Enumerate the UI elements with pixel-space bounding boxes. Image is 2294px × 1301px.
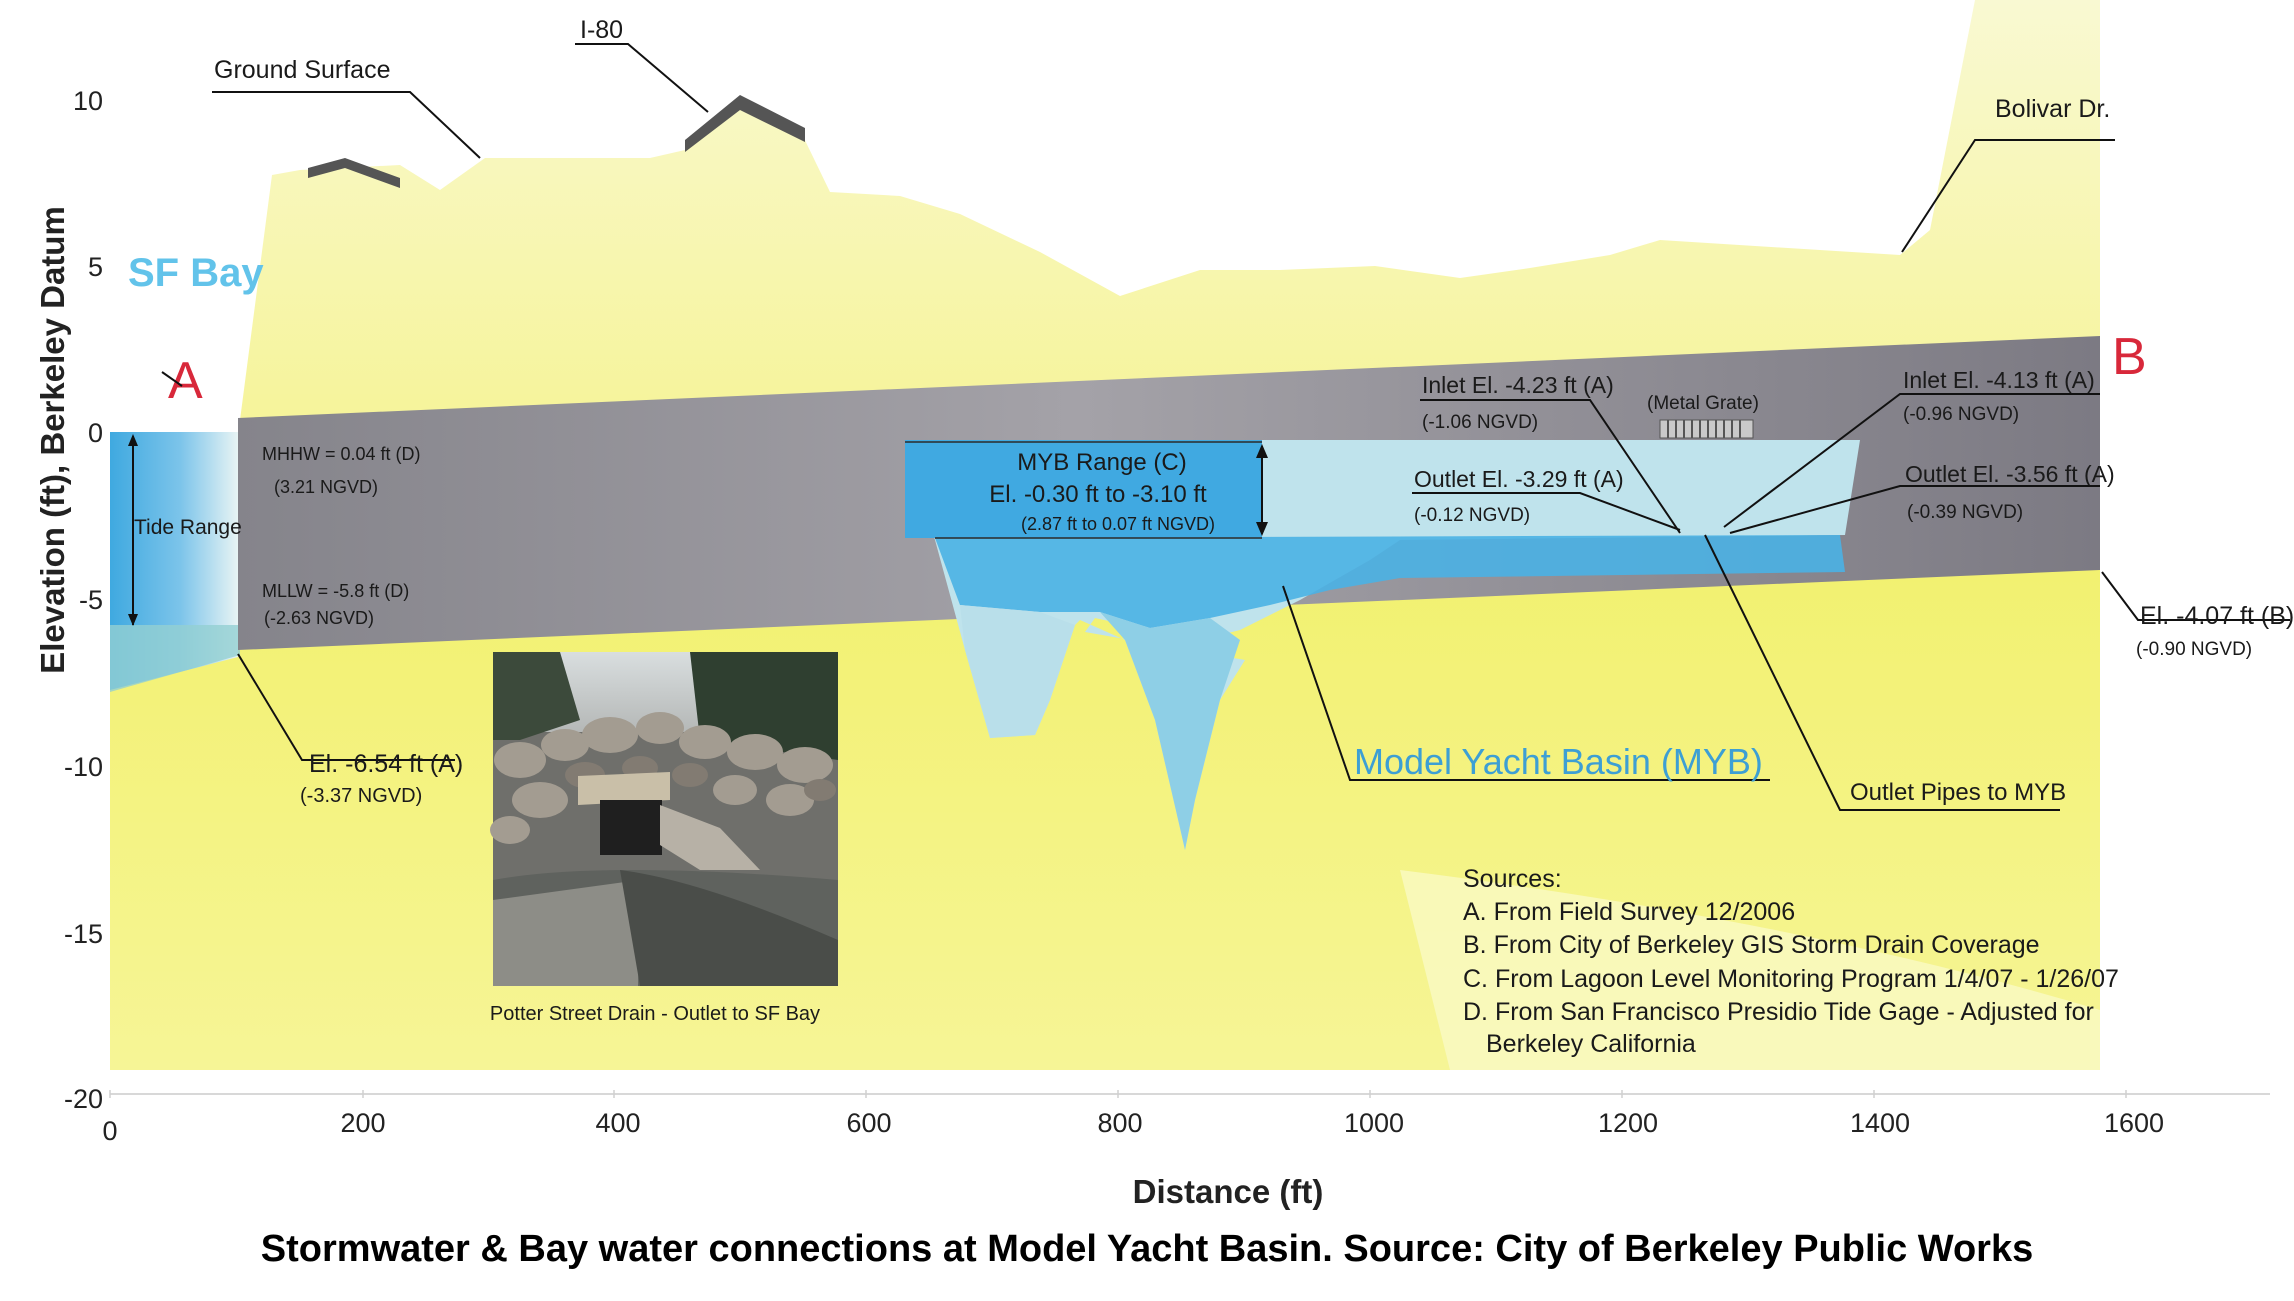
sources-heading: Sources: [1463,865,1562,893]
x-tick-600: 600 [846,1108,892,1138]
source-d-line2: Berkeley California [1486,1030,1696,1058]
el-a-label: El. -6.54 ft (A) [309,750,464,778]
potter-street-drain-photo [490,652,838,986]
source-d-line1: D. From San Francisco Presidio Tide Gage - Adjusted for [1463,998,2094,1026]
outlet-a-label: Outlet El. -3.29 ft (A) [1414,466,1624,492]
x-tick-200: 200 [340,1108,386,1138]
inlet-b-ngvd-label: (-0.96 NGVD) [1903,404,2020,425]
outlet-a-ngvd-label: (-0.12 NGVD) [1414,505,1531,526]
y-tick-minus15: -15 [63,919,103,949]
metal-grate-icon [1660,420,1753,438]
x-tick-800: 800 [1097,1108,1143,1138]
outlet-b-ngvd-label: (-0.39 NGVD) [1907,502,2024,523]
point-a-marker: A [168,352,203,410]
myb-range-title: MYB Range (C) [1017,449,1187,476]
myb-range-values: El. -0.30 ft to -3.10 ft [989,481,1207,508]
x-axis-title: Distance (ft) [1132,1173,1324,1210]
ground-surface-leader [212,92,480,158]
inlet-b-label: Inlet El. -4.13 ft (A) [1903,367,2095,393]
photo-caption: Potter Street Drain - Outlet to SF Bay [489,1003,821,1025]
el-b-label: El. -4.07 ft (B) [2140,602,2294,630]
inlet-a-ngvd-label: (-1.06 NGVD) [1422,412,1539,433]
el-b-ngvd-label: (-0.90 NGVD) [2136,639,2253,660]
y-tick-minus20: -20 [63,1084,103,1114]
bolivar-label: Bolivar Dr. [1995,95,2111,123]
inlet-a-label: Inlet El. -4.23 ft (A) [1422,372,1614,398]
x-tick-400: 400 [595,1108,641,1138]
source-b: B. From City of Berkeley GIS Storm Drain Coverage [1463,931,2040,959]
y-tick-10: 10 [72,86,103,116]
y-axis-title: Elevation (ft), Berkeley Datum [34,206,71,674]
i80-label: I-80 [580,16,624,44]
source-a: A. From Field Survey 12/2006 [1463,898,1796,926]
y-tick-0: 0 [87,418,103,448]
figure-caption: Stormwater & Bay water connections at Model Yacht Basin. Source: City of Berkeley Public Works [260,1228,2034,1270]
myb-range-ngvd: (2.87 ft to 0.07 ft NGVD) [1020,514,1216,534]
x-tick-1200: 1200 [1597,1108,1659,1138]
mhhw-ngvd-label: (3.21 NGVD) [274,477,379,497]
y-tick-5: 5 [87,252,103,282]
y-tick-minus10: -10 [63,752,103,782]
ground-surface-label: Ground Surface [214,56,391,84]
mllw-ngvd-label: (-2.63 NGVD) [264,608,375,628]
point-b-marker: B [2112,328,2147,386]
x-tick-1600: 1600 [2103,1108,2165,1138]
metal-grate-label: (Metal Grate) [1647,393,1759,414]
y-tick-minus5: -5 [78,585,103,615]
i80-leader [575,44,708,112]
x-tick-0: 0 [102,1116,118,1146]
x-tick-1400: 1400 [1849,1108,1911,1138]
mllw-label: MLLW = -5.8 ft (D) [262,581,410,601]
x-tick-1000: 1000 [1343,1108,1405,1138]
outlet-b-label: Outlet El. -3.56 ft (A) [1905,461,2115,487]
myb-label: Model Yacht Basin (MYB) [1354,741,1763,782]
mhhw-label: MHHW = 0.04 ft (D) [262,444,421,464]
tide-range-label: Tide Range [134,516,242,539]
source-c: C. From Lagoon Level Monitoring Program 1/4/07 - 1/26/07 [1463,965,2119,993]
outlet-pipes-label: Outlet Pipes to MYB [1850,779,2067,806]
el-a-ngvd-label: (-3.37 NGVD) [300,785,423,807]
sf-bay-label: SF Bay [128,251,264,295]
